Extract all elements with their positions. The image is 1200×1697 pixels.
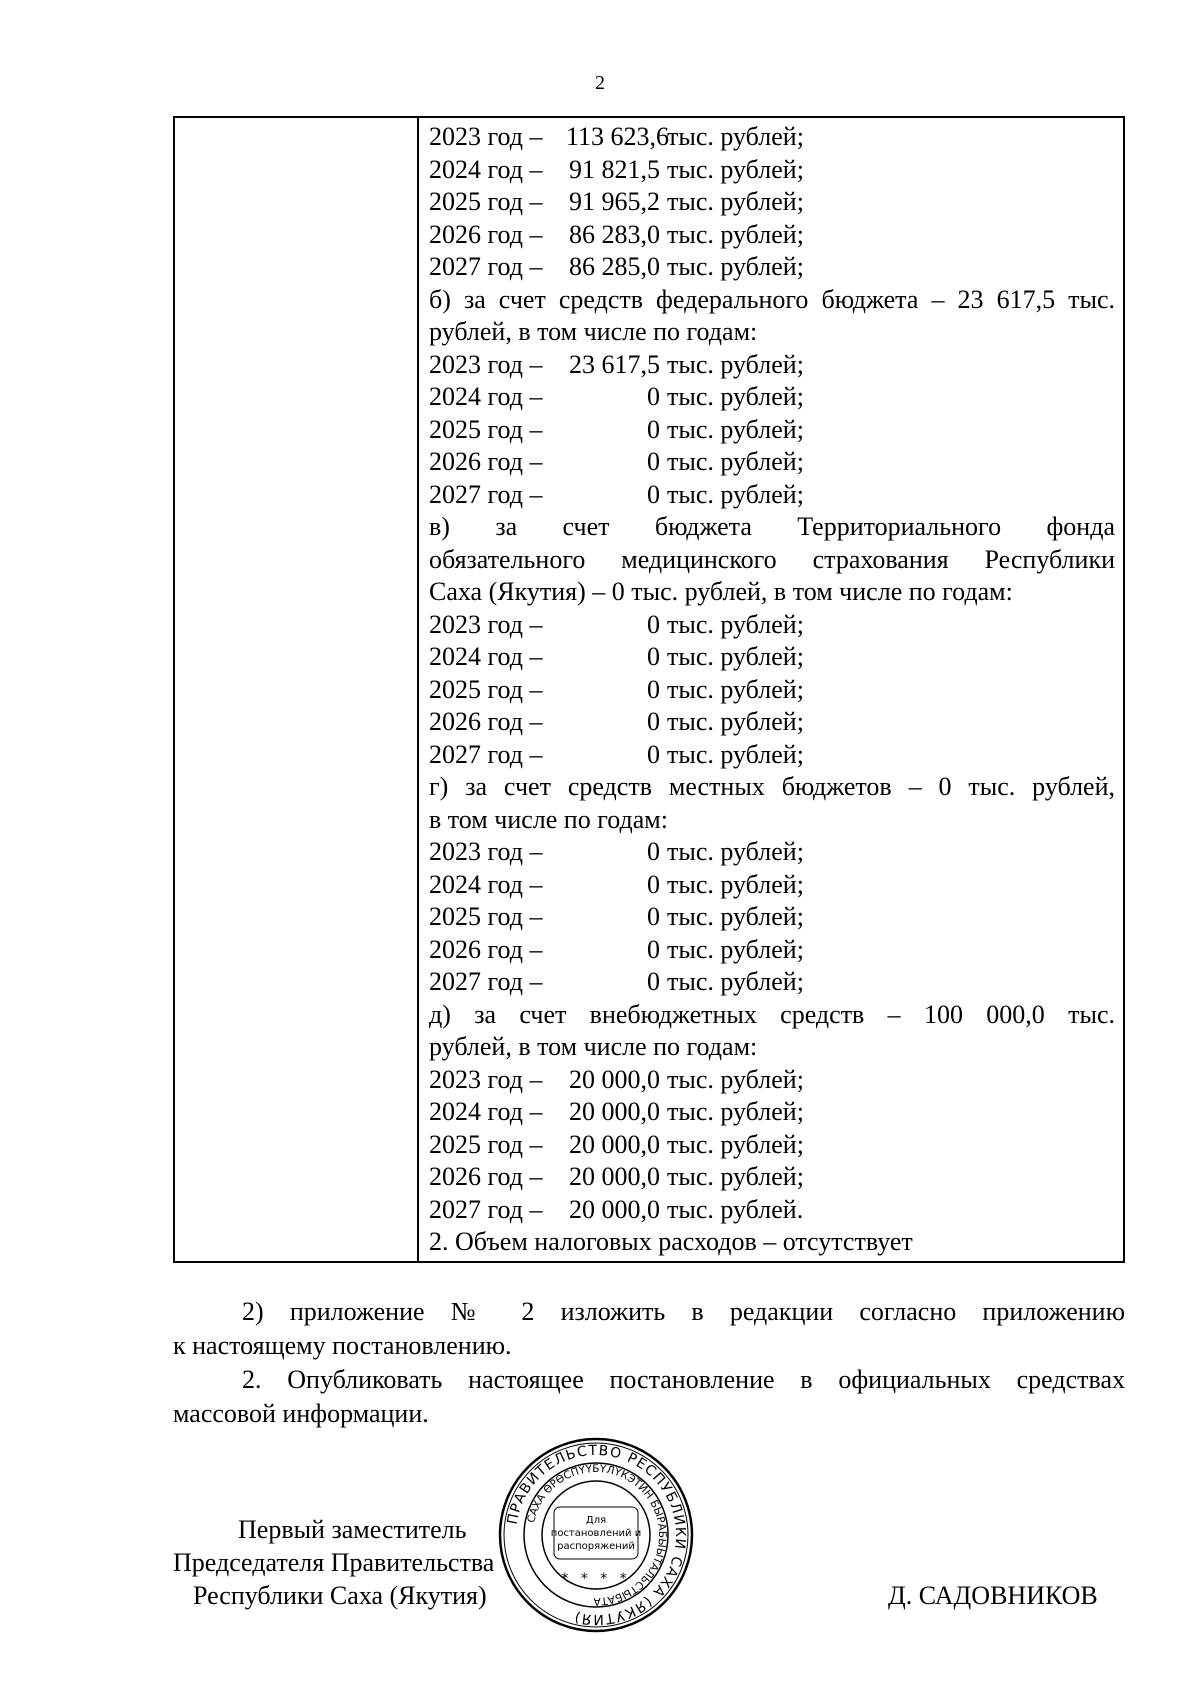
- funding-amount: 0: [647, 967, 660, 996]
- heading-fund: в) за счет бюджета Территориального фонда: [429, 512, 1115, 541]
- funding-unit: тыс. рублей;: [667, 414, 804, 444]
- funding-year: 2027 год –: [429, 479, 543, 509]
- funding-year-row: [429, 154, 1115, 187]
- seal-inner-text: САХА ӨРӨСПҮҮБҮЛҮКЭТИН БЫРАБЫЫТАЛЬСТЫБАТА: [525, 1462, 669, 1608]
- funding-year-row: [429, 1064, 1115, 1097]
- funding-year-row: [429, 869, 1115, 902]
- funding-unit: тыс. рублей;: [667, 1162, 804, 1191]
- funding-table: [173, 116, 1125, 1263]
- funding-year-row: [429, 609, 1115, 642]
- funding-unit: тыс. рублей;: [667, 674, 804, 704]
- funding-amount: 0: [647, 902, 660, 931]
- funding-year: 2024 год –: [429, 154, 543, 184]
- paragraph-publish-line2: массовой информации.: [173, 1399, 429, 1428]
- funding-year: 2025 год –: [429, 1129, 543, 1159]
- funding-year: 2023 год –: [429, 609, 543, 639]
- funding-amount: 20 000,0: [569, 1097, 660, 1126]
- funding-amount: 0: [647, 479, 660, 509]
- funding-year-row: [429, 901, 1115, 934]
- funding-year: 2023 год –: [429, 122, 543, 151]
- funding-year-row: [429, 186, 1115, 219]
- seal-center-line2: постановлений и: [550, 1528, 642, 1539]
- signatory-title-line3: Республики Саха (Якутия): [193, 1581, 487, 1610]
- funding-year: 2027 год –: [429, 252, 543, 281]
- funding-amount: 23 617,5: [569, 349, 660, 379]
- heading-local-cont: в том числе по годам:: [429, 804, 668, 834]
- funding-amount: 91 821,5: [569, 154, 660, 184]
- funding-year-row: [429, 381, 1115, 414]
- paragraph-publish-line1: 2. Опубликовать настоящее постановление в официальных средствах: [242, 1365, 1125, 1394]
- funding-year: 2024 год –: [429, 382, 543, 411]
- funding-unit: тыс. рублей;: [667, 187, 804, 216]
- heading-extrabudget-cont: рублей, в том числе по годам:: [429, 1032, 758, 1061]
- funding-amount: 0: [647, 447, 660, 476]
- funding-year: 2026 год –: [429, 707, 543, 736]
- funding-lines-fund: [429, 609, 1115, 772]
- funding-year-row: [429, 349, 1115, 382]
- funding-year: 2026 год –: [429, 934, 543, 964]
- signatory-title-line1: Первый заместитель: [238, 1515, 467, 1544]
- funding-year-row: [429, 414, 1115, 447]
- funding-year: 2025 год –: [429, 674, 543, 704]
- funding-lines-federal: [429, 349, 1115, 512]
- funding-year: 2024 год –: [429, 642, 543, 671]
- funding-year: 2025 год –: [429, 902, 543, 931]
- funding-unit: тыс. рублей;: [667, 1064, 804, 1094]
- funding-year-row: [429, 251, 1115, 284]
- funding-amount: 0: [647, 739, 660, 769]
- funding-unit: тыс. рублей;: [667, 154, 804, 184]
- funding-year: 2023 год –: [429, 837, 543, 866]
- funding-year: 2026 год –: [429, 1162, 543, 1191]
- funding-year-row: [429, 446, 1115, 479]
- funding-year: 2025 год –: [429, 187, 543, 216]
- funding-year-row: [429, 836, 1115, 869]
- funding-amount: 0: [647, 382, 660, 411]
- funding-amount: 0: [647, 869, 660, 899]
- funding-unit: тыс. рублей;: [667, 219, 804, 249]
- table-left-cell: [175, 118, 419, 1261]
- funding-year-row: [429, 219, 1115, 252]
- signatory-name: Д. САДОВНИКОВ: [888, 1581, 1098, 1610]
- funding-amount: 20 000,0: [569, 1064, 660, 1094]
- funding-year: 2024 год –: [429, 869, 543, 899]
- official-seal-stamp: [496, 1435, 696, 1635]
- funding-year-row: [429, 1194, 1115, 1227]
- funding-unit: тыс. рублей;: [667, 252, 804, 281]
- funding-year: 2027 год –: [429, 739, 543, 769]
- seal-center-line3: распоряжений: [557, 1541, 635, 1552]
- heading-federal: б) за счет средств федерального бюджета – 23 617,5 тыс.: [429, 284, 1115, 314]
- funding-unit: тыс. рублей.: [667, 1194, 804, 1224]
- table-right-cell: [429, 121, 1115, 1259]
- funding-unit: тыс. рублей;: [667, 447, 804, 476]
- funding-year: 2024 год –: [429, 1097, 543, 1126]
- funding-year: 2023 год –: [429, 349, 543, 379]
- funding-lines-extrabudget: [429, 1064, 1115, 1227]
- funding-year: 2026 год –: [429, 219, 543, 249]
- heading-fund-cont1: обязательного медицинского страхования Республики: [429, 544, 1115, 574]
- paragraph-appendix-line2: к настоящему постановлению.: [173, 1331, 512, 1360]
- funding-amount: 86 285,0: [569, 252, 660, 281]
- funding-unit: тыс. рублей;: [667, 934, 804, 964]
- funding-unit: тыс. рублей;: [667, 479, 804, 509]
- funding-year: 2027 год –: [429, 967, 543, 996]
- funding-lines-regional: [429, 121, 1115, 284]
- seal-center-line1: Для: [585, 1515, 607, 1526]
- funding-amount: 91 965,2: [569, 187, 660, 216]
- funding-amount: 0: [647, 674, 660, 704]
- funding-amount: 0: [647, 934, 660, 964]
- seal-outer-text: ПРАВИТЕЛЬСТВО РЕСПУБЛИКИ САХА (ЯКУТИЯ): [504, 1442, 689, 1628]
- heading-extrabudget: д) за счет внебюджетных средств – 100 000,0 тыс.: [429, 999, 1115, 1029]
- funding-year-row: [429, 641, 1115, 674]
- tax-expenses-line: 2. Объем налоговых расходов – отсутствует: [429, 1227, 913, 1256]
- heading-federal-cont: рублей, в том числе по годам:: [429, 317, 758, 346]
- funding-year-row: [429, 121, 1115, 154]
- funding-year-row: [429, 479, 1115, 512]
- funding-year-row: [429, 1096, 1115, 1129]
- funding-year: 2027 год –: [429, 1194, 543, 1224]
- funding-unit: тыс. рублей;: [667, 1129, 804, 1159]
- funding-unit: тыс. рублей;: [667, 382, 804, 411]
- funding-year-row: [429, 1161, 1115, 1194]
- funding-unit: тыс. рублей;: [667, 837, 804, 866]
- funding-lines-local: [429, 836, 1115, 999]
- funding-unit: тыс. рублей;: [667, 967, 804, 996]
- seal-stars: * * * *: [561, 1571, 631, 1587]
- funding-amount: 0: [647, 609, 660, 639]
- funding-amount: 20 000,0: [569, 1162, 660, 1191]
- funding-year: 2026 год –: [429, 447, 543, 476]
- funding-unit: тыс. рублей;: [667, 122, 804, 151]
- funding-year-row: [429, 934, 1115, 967]
- funding-amount: 113 623,6: [566, 122, 670, 151]
- funding-year-row: [429, 1129, 1115, 1162]
- funding-unit: тыс. рублей;: [667, 1097, 804, 1126]
- funding-year-row: [429, 674, 1115, 707]
- funding-amount: 0: [647, 837, 660, 866]
- funding-amount: 20 000,0: [569, 1194, 660, 1224]
- funding-unit: тыс. рублей;: [667, 902, 804, 931]
- funding-amount: 86 283,0: [569, 219, 660, 249]
- funding-unit: тыс. рублей;: [667, 349, 804, 379]
- funding-year: 2025 год –: [429, 414, 543, 444]
- funding-amount: 0: [647, 414, 660, 444]
- paragraph-appendix-line1: 2) приложение № 2 изложить в редакции согласно приложению: [242, 1297, 1125, 1326]
- paragraph-publish: [173, 1363, 1125, 1431]
- funding-unit: тыс. рублей;: [667, 707, 804, 736]
- signatory-title-line2: Председателя Правительства: [173, 1548, 495, 1577]
- funding-unit: тыс. рублей;: [667, 869, 804, 899]
- funding-amount: 0: [647, 707, 660, 736]
- funding-amount: 20 000,0: [569, 1129, 660, 1159]
- funding-year: 2023 год –: [429, 1064, 543, 1094]
- paragraph-appendix: [173, 1295, 1125, 1363]
- funding-year-row: [429, 739, 1115, 772]
- funding-year-row: [429, 706, 1115, 739]
- funding-unit: тыс. рублей;: [667, 739, 804, 769]
- funding-amount: 0: [647, 642, 660, 671]
- page-number: 2: [595, 72, 605, 94]
- heading-fund-cont2: Саха (Якутия) – 0 тыс. рублей, в том числе по годам:: [429, 577, 1013, 606]
- funding-year-row: [429, 966, 1115, 999]
- heading-local: г) за счет средств местных бюджетов – 0 тыс. рублей,: [429, 772, 1115, 801]
- funding-unit: тыс. рублей;: [667, 609, 804, 639]
- funding-unit: тыс. рублей;: [667, 642, 804, 671]
